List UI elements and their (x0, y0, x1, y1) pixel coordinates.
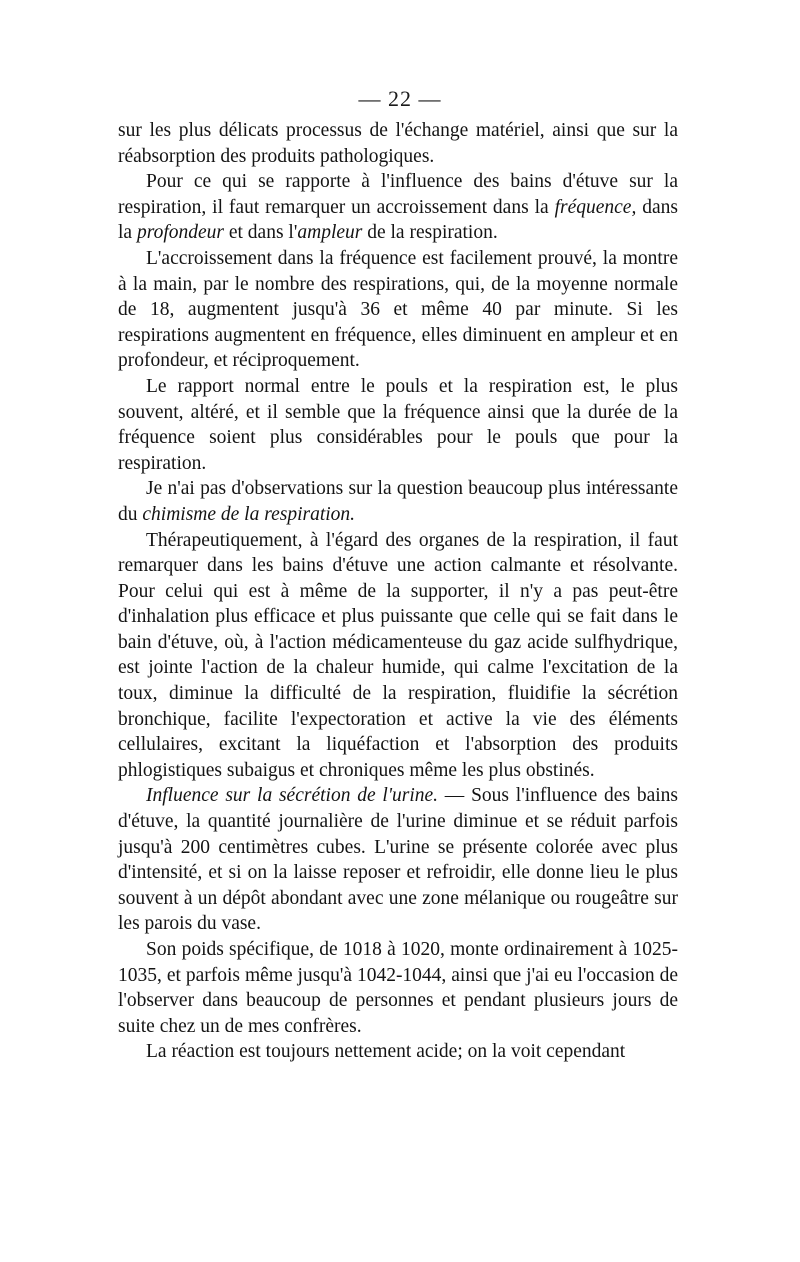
paragraph (118, 374, 678, 476)
italic-text: Influence sur la sécrétion de l'urine. (146, 785, 439, 807)
text-run: dans la (118, 196, 678, 244)
text-run: de la respiration. (362, 222, 498, 244)
paragraph (118, 1039, 678, 1065)
italic-text: profondeur (136, 222, 224, 244)
body-text (118, 118, 678, 1065)
paragraph (118, 246, 678, 374)
text-run: sur les plus délicats processus de l'échange matériel, ainsi que sur la réabsorption des produits pathologiques. (118, 120, 678, 167)
paragraph (118, 118, 678, 169)
paragraph (118, 169, 678, 246)
paragraph (118, 528, 678, 784)
text-run: Pour ce qui se rapporte à l'influence des bains d'étuve sur la respiration, il faut remarquer un accroissement dans la (118, 171, 678, 218)
italic-text: ampleur (297, 222, 363, 244)
paragraph (118, 783, 678, 937)
paragraph (118, 476, 678, 527)
italic-text: chimisme de la respiration. (142, 503, 356, 525)
paragraph (118, 937, 678, 1039)
italic-text: fréquence, (554, 196, 637, 218)
text-run: La réaction est toujours nettement acide; on la voit cependant (146, 1041, 626, 1063)
text-run: Je n'ai pas d'observations sur la question beaucoup plus intéressante du (118, 478, 678, 525)
page-number: — 22 — (358, 86, 442, 111)
text-run: Le rapport normal entre le pouls et la respiration est, le plus souvent, altéré, et il semble que la fréquence ainsi que la durée de la fréquence soient plus considérables pour le pouls que pour la respiration. (118, 375, 678, 474)
text-run: — Sous l'influence des bains d'étuve, la quantité journalière de l'urine diminue et se réduit parfois jusqu'à 200 centimètres cubes. L'urine se présente colorée avec plus d'intensité, et si on la laisse reposer et refroidir, elle donne lieu le plus souvent à un dépôt abondant avec une zone mélanique ou rougeâtre sur les parois du vase. (118, 785, 678, 935)
text-run: Son poids spécifique, de 1018 à 1020, monte ordinairement à 1025-1035, et parfois même jusqu'à 1042-1044, ainsi que j'ai eu l'occasion de l'observer dans beaucoup de personnes et pendant plusieurs jours de suite chez un de mes confrères. (118, 939, 678, 1037)
text-run: et dans l' (223, 222, 298, 244)
text-run: Thérapeutiquement, à l'égard des organes de la respiration, il faut remarquer dans les bains d'étuve une action calmante et résolvante. Pour celui qui est à même de la supporter, il n'y a pas peut-être d'inhalation plus efficace et plus puissante que celle qui se fait dans le bain d'étuve, où, à l'action médicamenteuse du gaz acide sulfhydrique, est jointe l'action de la chaleur humide, qui calme l'excitation de la toux, diminue la difficulté de la respiration, fluidifie la sécrétion bronchique, facilite l'expectoration et active la vie des éléments cellulaires, excitant la liquéfaction et l'absorption des produits phlogistiques subaigus et chroniques même les plus obstinés. (118, 529, 678, 781)
text-run: L'accroissement dans la fréquence est facilement prouvé, la montre à la main, par le nombre des respirations, qui, de la moyenne normale de 18, augmentent jusqu'à 36 et même 40 par minute. Si les respirations augmentent en fréquence, elles diminuent en ampleur et en profondeur, et réciproquement. (118, 247, 678, 372)
